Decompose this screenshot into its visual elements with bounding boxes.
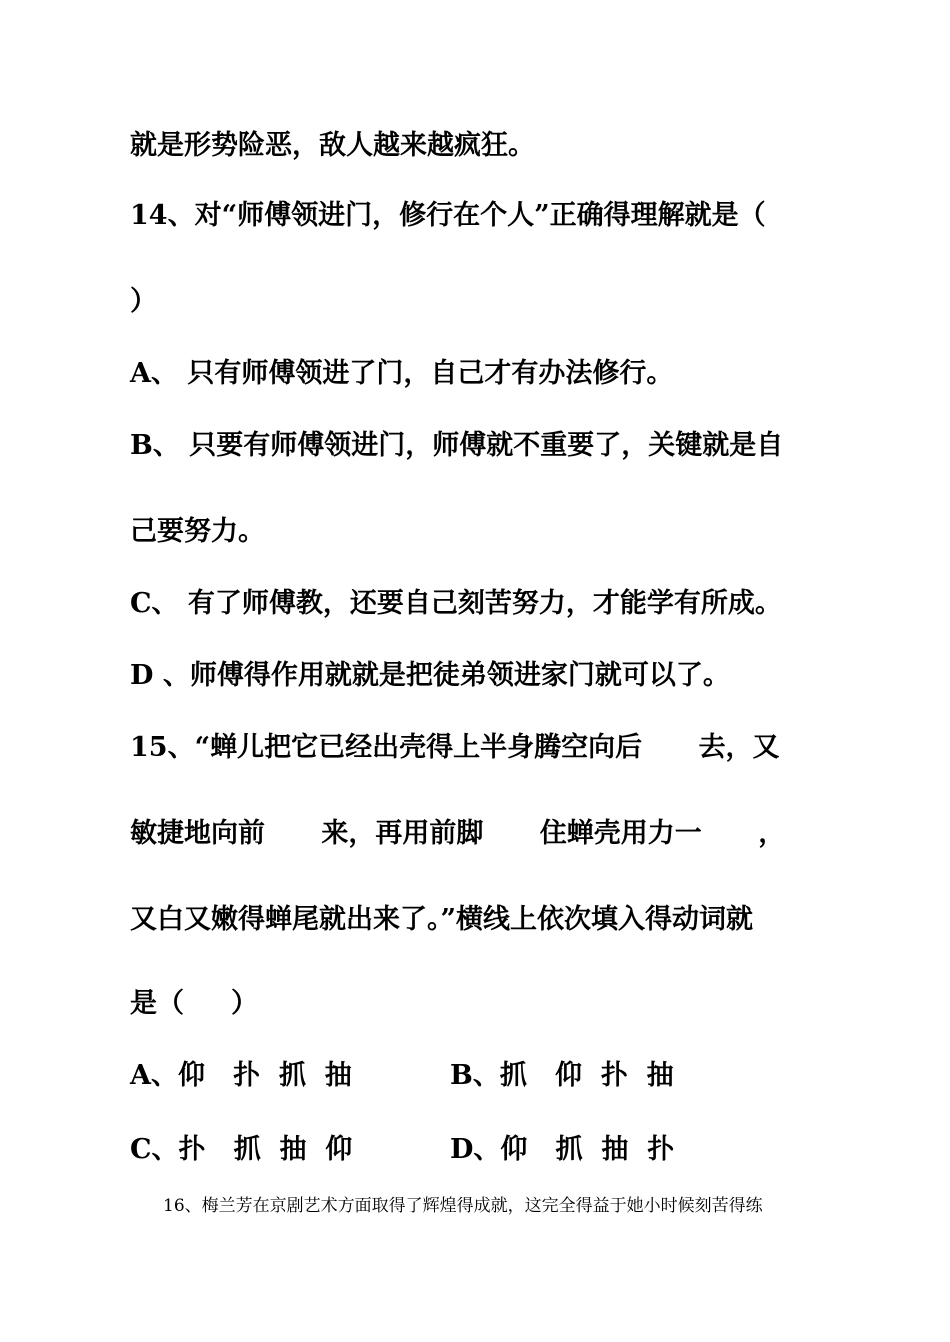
- question-15-stem-1: 15、“蝉儿把它已经出壳得上半身腾空向后 去，又: [130, 732, 780, 763]
- question-15-option-c: C、扑 抓 抽 仰: [130, 1134, 353, 1165]
- question-15-stem-4: 是（ ）: [130, 988, 258, 1019]
- question-14-option-c: C、 有了师傅教，还要自己刻苦努力，才能学有所成。: [130, 588, 782, 619]
- question-16-stem: 16、梅兰芳在京剧艺术方面取得了辉煌得成就，这完全得益于她小时候刻苦得练: [163, 1196, 763, 1216]
- question-14-option-d: D 、师傅得作用就就是把徒弟领进家门就可以了。: [130, 660, 730, 691]
- question-15-stem-2: 敏捷地向前 来，再用前脚 住蝉壳用力一 ，: [130, 818, 786, 849]
- question-14-paren: ）: [130, 286, 157, 317]
- question-14-stem: 14、对“师傅领进门，修行在个人”正确得理解就是（: [130, 200, 766, 231]
- question-15-option-d: D、仰 抓 抽 扑: [450, 1134, 675, 1165]
- question-15-stem-3: 又白又嫩得蝉尾就出来了。”横线上依次填入得动词就: [130, 904, 754, 935]
- question-14-option-b: B、 只要有师傅领进门，师傅就不重要了，关键就是自: [130, 430, 784, 461]
- question-15-option-b: B、抓 仰 扑 抽: [450, 1060, 674, 1091]
- text-line-continuation: 就是形势险恶，敌人越来越疯狂。: [130, 130, 535, 161]
- question-14-option-b-cont: 己要努力。: [130, 516, 265, 547]
- question-15-option-a: A、仰 扑 抓 抽: [130, 1060, 352, 1091]
- question-14-option-a: A、 只有师傅领进了门，自己才有办法修行。: [130, 358, 674, 389]
